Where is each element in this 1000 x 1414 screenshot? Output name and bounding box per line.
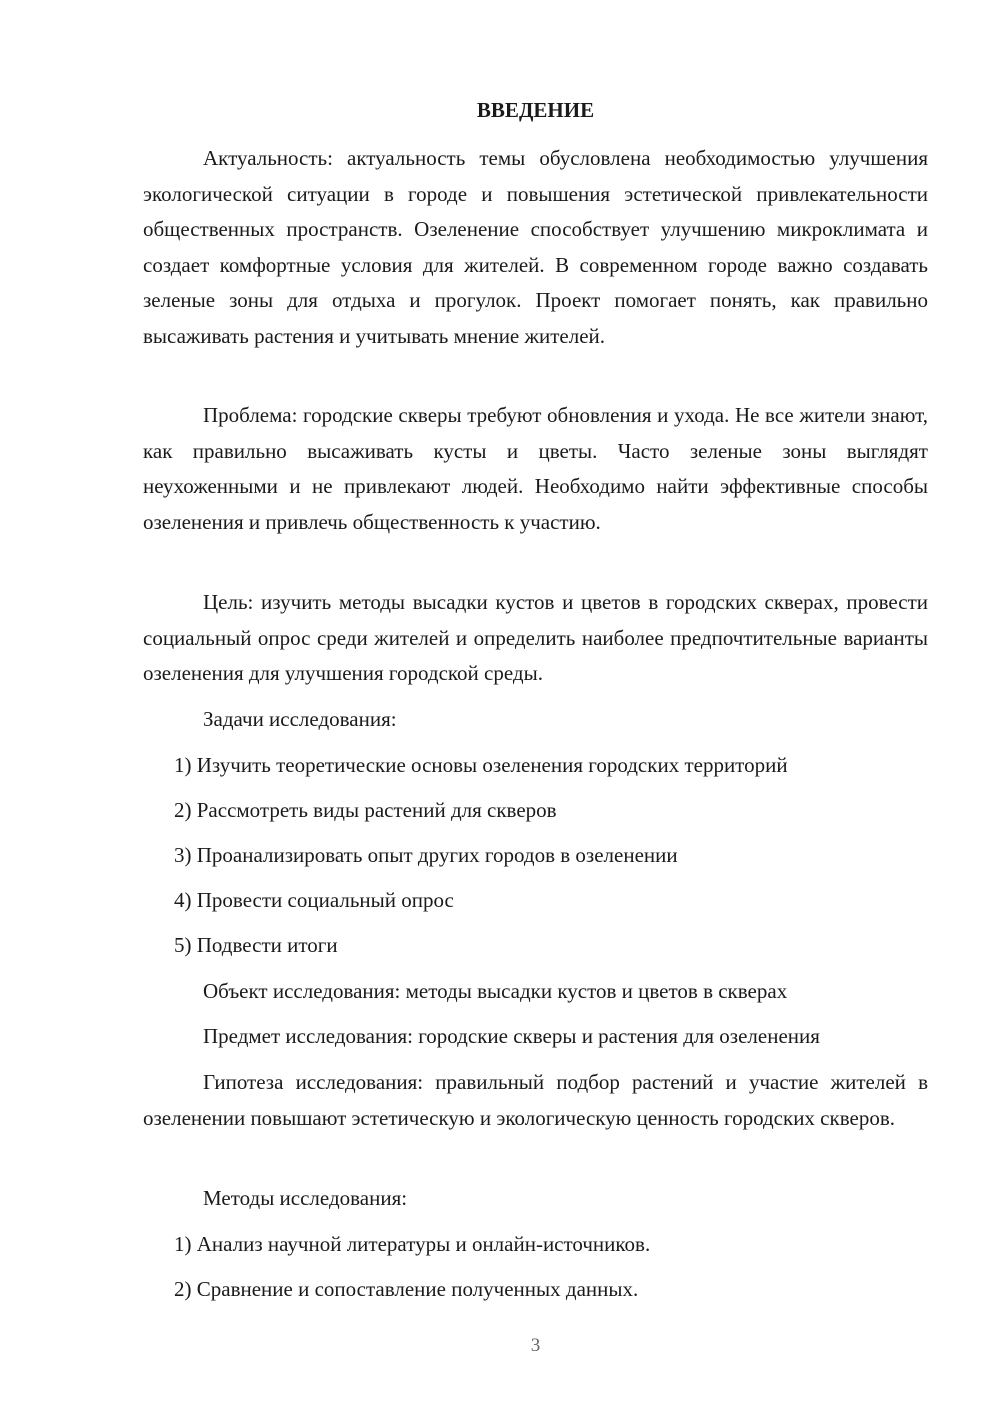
section-heading: ВВЕДЕНИЕ <box>476 98 595 122</box>
research-object: Объект исследования: методы высадки кустов и цветов в скверах <box>203 979 788 1003</box>
relevance-paragraph: Актуальность: актуальность темы обусловлена необходимостью улучшения экологической ситуации в городе и повышения эстетической привлекательности общественных пространств. Озеленение способствует улучшению микроклимата и создает комфортные условия для жителей. В современном городе важно создавать зеленые зоны для отдыха и прогулок. Проект помогает понять, как правильно высаживать растения и учитывать мнение жителей. <box>143 146 928 348</box>
problem-paragraph: Проблема: городские скверы требуют обновления и ухода. Не все жители знают, как правильно высаживать кусты и цветы. Часто зеленые зоны выглядят неухоженными и не привлекают людей. Необходимо найти эффективные способы озеленения и привлечь общественность к участию. <box>143 403 928 534</box>
task-item-1: 1) Изучить теоретические основы озеленения городских территорий <box>174 753 788 777</box>
task-item-2: 2) Рассмотреть виды растений для скверов <box>174 798 557 822</box>
task-item-4: 4) Провести социальный опрос <box>174 888 454 912</box>
methods-title: Методы исследования: <box>203 1186 408 1210</box>
method-item-2: 2) Сравнение и сопоставление полученных данных. <box>174 1277 639 1301</box>
method-item-1: 1) Анализ научной литературы и онлайн-источников. <box>174 1232 651 1256</box>
goal-paragraph: Цель: изучить методы высадки кустов и цветов в городских скверах, провести социальный опрос среди жителей и определить наиболее предпочтительные варианты озеленения для улучшения городской среды. <box>143 590 928 685</box>
research-subject: Предмет исследования: городские скверы и растения для озеленения <box>203 1024 820 1048</box>
task-item-5: 5) Подвести итоги <box>174 933 338 957</box>
task-item-3: 3) Проанализировать опыт других городов в озеленении <box>174 843 678 867</box>
hypothesis-paragraph: Гипотеза исследования: правильный подбор растений и участие жителей в озеленении повышают эстетическую и экологическую ценность городских скверов. <box>143 1070 928 1130</box>
page-number: 3 <box>530 1335 541 1356</box>
tasks-title: Задачи исследования: <box>203 707 397 731</box>
